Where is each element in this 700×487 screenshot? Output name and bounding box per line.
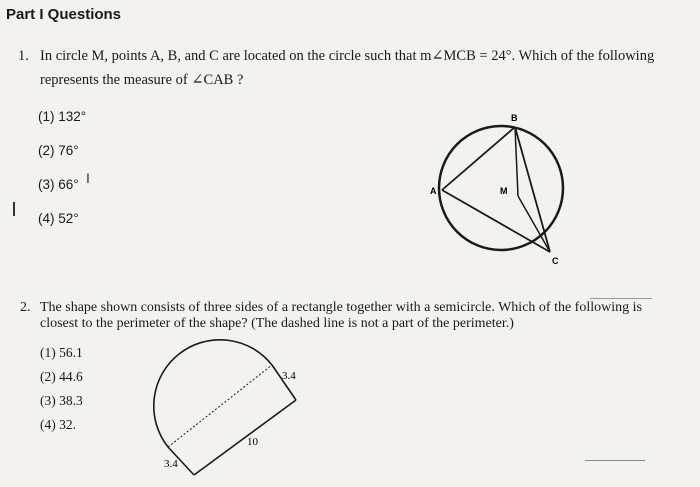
dashed-diameter (168, 365, 272, 447)
question-1-stem (18, 44, 678, 92)
label-length: 10 (247, 436, 258, 448)
question-1-choice-2: (2) 76° (38, 143, 79, 158)
question-1-text-line-2: represents the measure of ∠CAB ? (40, 72, 244, 88)
label-b: B (511, 113, 518, 123)
chord-ab (442, 127, 515, 190)
question-2-stem (20, 300, 680, 332)
section-heading: Part I Questions (6, 6, 122, 23)
divider-line (590, 298, 652, 299)
question-2-number: 2. (20, 300, 31, 315)
rectangle-semicircle-figure (150, 335, 310, 480)
question-1-choice-3: (3) 66° (38, 177, 79, 192)
question-2-choice-3: (3) 38.3 (40, 393, 83, 408)
question-1-number: 1. (18, 48, 29, 64)
text-cursor-icon: I (86, 170, 90, 186)
circle-figure (420, 110, 580, 270)
chord-ac (442, 190, 550, 252)
question-1-choices (38, 108, 86, 244)
question-2-text-line-2: closest to the perimeter of the shape? (The dashed line is not a part of the perimeter.) (40, 316, 514, 331)
question-1-choice-4: (4) 52° (38, 211, 79, 226)
question-2-text-line-1: The shape shown consists of three sides of a rectangle together with a semicircle. Which of the following is (40, 300, 642, 315)
margin-mark (13, 202, 15, 216)
question-2-choice-1: (1) 56.1 (40, 345, 83, 360)
rect-side-long (194, 400, 296, 475)
question-2-choice-2: (2) 44.6 (40, 369, 83, 384)
label-a: A (430, 186, 437, 196)
label-side-top: 3.4 (282, 370, 296, 382)
question-1-choice-1: (1) 132° (38, 109, 87, 124)
label-side-bottom: 3.4 (164, 458, 178, 470)
question-1-text-line-1: In circle M, points A, B, and C are located on the circle such that m∠MCB = 24°. Which of the following (40, 48, 655, 64)
label-c: C (552, 256, 559, 266)
answer-line (585, 460, 645, 461)
label-m: M (500, 186, 508, 196)
question-2-choices (40, 345, 83, 441)
question-2-choice-4: (4) 32. (40, 417, 76, 432)
